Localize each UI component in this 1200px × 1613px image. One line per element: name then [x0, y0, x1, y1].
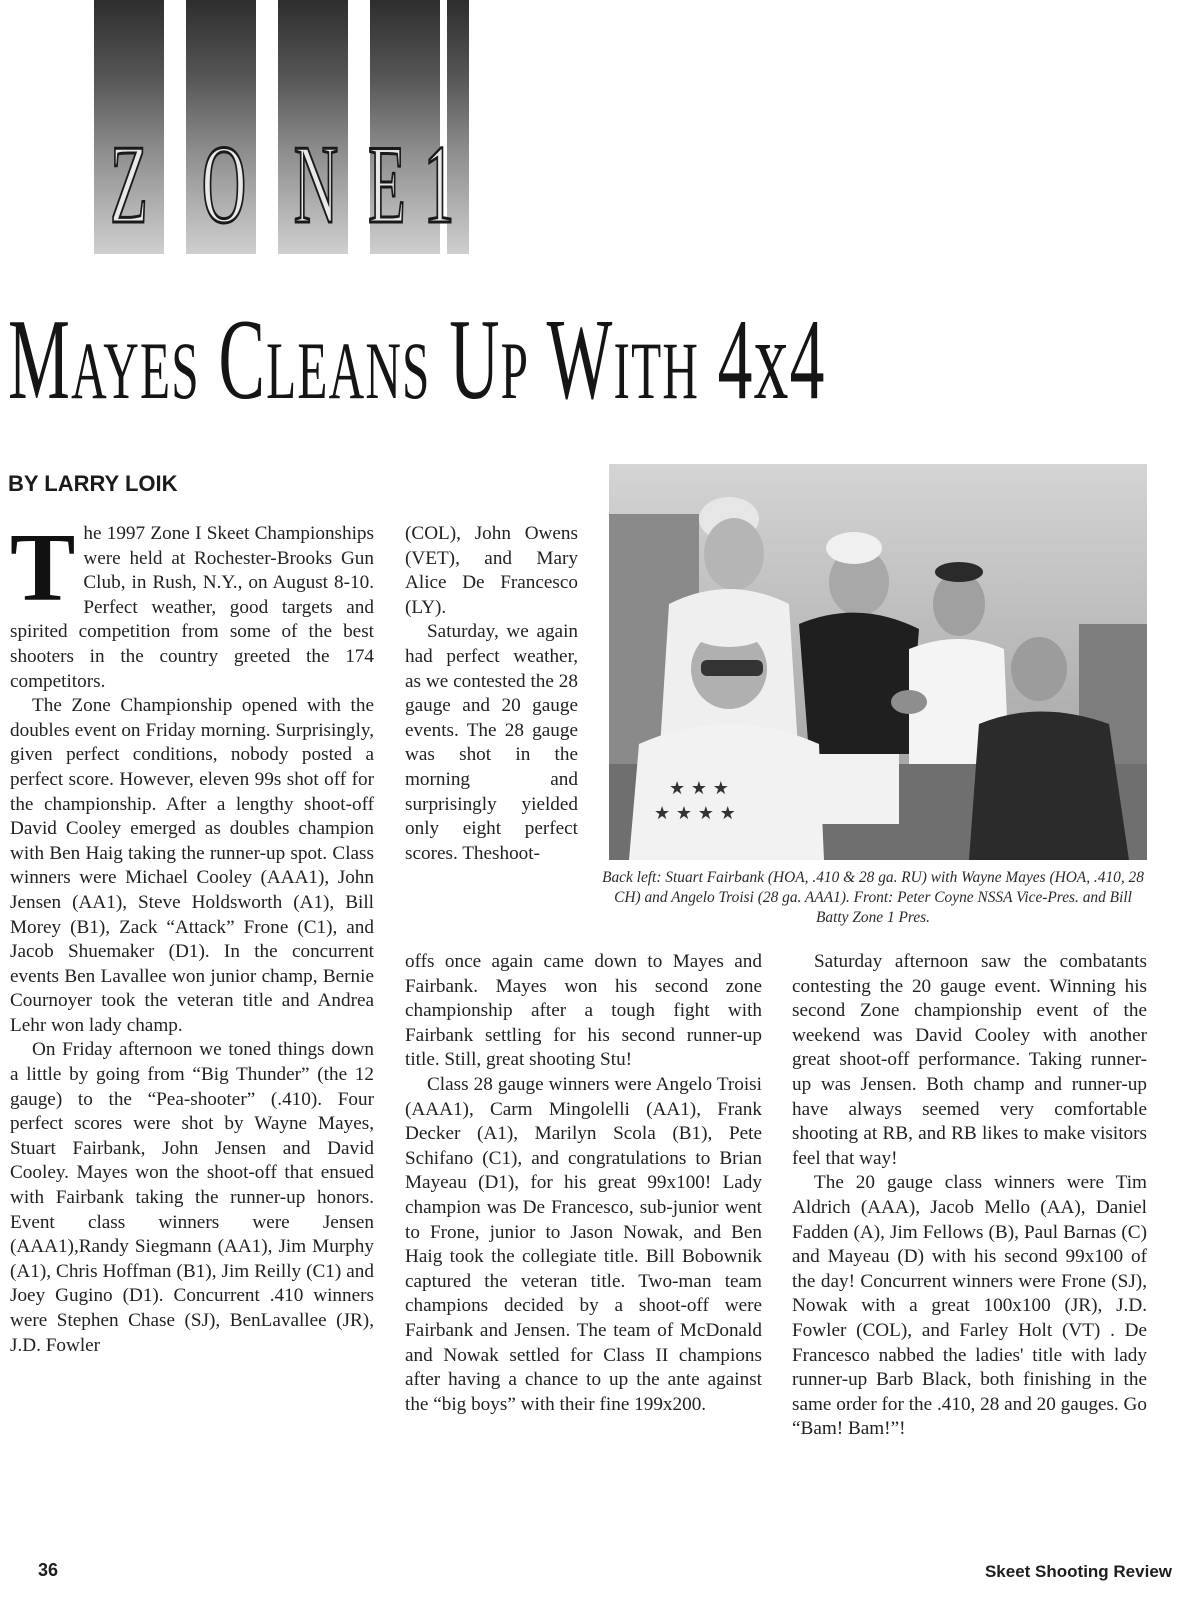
zone-letter: E [368, 123, 406, 247]
byline: BY LARRY LOIK [8, 471, 178, 496]
headline [8, 290, 826, 430]
svg-text:★ ★ ★: ★ ★ ★ [669, 778, 729, 799]
zone-letter: Z [110, 123, 148, 247]
zone-letter: N [293, 123, 339, 247]
headline-word: P [500, 325, 530, 416]
paragraph: Saturday afternoon saw the combatants contesting the 20 gauge event. Winning his second Zone championship event of the weekend was David Cooley with another great shoot-off performance. Taking runner-up was Jensen. Both champ and runner-up have always seemed very comfortable shooting at RB, and RB likes to make visitors feel that way! [792, 951, 1147, 1169]
article-column-2-top [405, 522, 578, 866]
headline-cap: M [8, 296, 72, 424]
headline-word: ITH [613, 325, 700, 416]
drop-cap: T [10, 514, 76, 622]
headline-cap: C [218, 296, 267, 424]
headline-cap: W [546, 296, 614, 424]
paragraph: The Zone Championship opened with the doubles event on Friday morning. Surprisingly, given perfect conditions, nobody posted a perfect score. However, eleven 99s shot off for the championship. After a lengthy shoot-off David Cooley emerged as doubles champion with Ben Haig taking the runner-up spot. Class winners were Michael Cooley (AAA1), John Jensen (AA1), Steve Holdsworth (A1), Bill Morey (B1), Zack “Attack” Frone (C1), and Jacob Shuemaker (D1). In the concurrent events Ben Lavallee won junior champ, Bernie Cournoyer took the veteran title and Andrea Lehr won lady champ. [10, 695, 374, 1036]
headline-word: AYES [71, 325, 200, 416]
photo-caption: Back left: Stuart Fairbank (HOA, .410 & 28 ga. RU) with Wayne Mayes (HOA, .410, 28 CH) and Angelo Troisi (28 ga. AAA1). Front: Peter Coyne NSSA Vice-Pres. and Bill Batty Zone 1 Pres. [602, 869, 1144, 926]
photo-shooters [609, 464, 1147, 860]
article-column-2 [405, 950, 762, 1417]
headline-word: LEANS [266, 325, 431, 416]
paragraph: The 20 gauge class winners were Tim Aldrich (AAA), Jacob Mello (AA), Daniel Fadden (A), Jim Fellows (B), Paul Barnas (C) and Mayeau (D) with his second 99x100 of the day! Concurrent winners were Frone (SJ), Nowak with a great 100x100 (JR), J.D. Fowler (COL), and Farley Holt (VT) . De Francesco nabbed the ladies' title with lady runner-up Barb Black, both finishing in the same order for the .410, 28 and 20 gauges. Go “Bam! Bam!”! [792, 1172, 1147, 1440]
headline-word: 4x4 [717, 296, 826, 424]
page-number: 36 [38, 1560, 59, 1580]
publication-footer: Skeet Shooting Review [984, 1562, 1172, 1581]
paragraph: he 1997 Zone I Skeet Championships were held at Rochester-Brooks Gun Club, in Rush, N.Y., on August 8-10. Perfect weather, good targets and spirited competition from some of the best shooters in the country greeted the 174 competitors. [10, 523, 374, 692]
headline-cap: U [449, 296, 501, 424]
zone-letter: 1 [423, 123, 455, 247]
zone-letter: O [201, 123, 247, 247]
paragraph: Saturday, we again had perfect weather, as we contested the 28 gauge and 20 gauge events. The 28 gauge was shot in the morning and surprisingly yielded only eight perfect scores. Theshoot- [405, 621, 578, 864]
paragraph: Class 28 gauge winners were Angelo Troisi (AAA1), Carm Mingolelli (AA1), Frank Decker (A1), Marilyn Scola (B1), Pete Schifano (C1), and congratulations to Brian Mayeau (D1), for his great 99x100! Lady champion was De Francesco, sub-junior went to Frone, junior to Jason Nowak, and Ben Haig took the collegiate title. Bill Bobownik captured the veteran title. Two-man team champions decided by a shoot-off were Fairbank and Jensen. The team of McDonald and Nowak settled for Class II champions after having a chance to up the ante against the “big boys” with their fine 199x200. [405, 1073, 762, 1415]
photo-illustration [609, 464, 1147, 860]
paragraph: On Friday afternoon we toned things down a little by going from “Big Thunder” (the 12 gauge) to the “Pea-shooter” (.410). Four perfect scores were shot by Wayne Mayes, Stuart Fairbank, John Jensen and David Cooley. Mayes won the shoot-off that ensued with Fairbank taking the runner-up honors. Event class winners were Jensen (AAA1),Randy Siegmann (AA1), Jim Murphy (A1), Chris Hoffman (B1), Jim Reilly (C1) and Joey Gugino (D1). Concurrent .410 winners were Stephen Chase (SJ), BenLavallee (JR), J.D. Fowler [10, 1039, 374, 1356]
svg-text:★ ★ ★ ★: ★ ★ ★ ★ [654, 803, 736, 824]
article-column-1 [10, 514, 374, 1358]
article-column-3 [792, 950, 1147, 1442]
paragraph: (COL), John Owens (VET), and Mary Alice De Francesco (LY). [405, 523, 578, 618]
paragraph: offs once again came down to Mayes and Fairbank. Mayes won his second zone championship after a tough fight with Fairbank settling for his second runner-up title. Still, great shooting Stu! [405, 951, 762, 1071]
